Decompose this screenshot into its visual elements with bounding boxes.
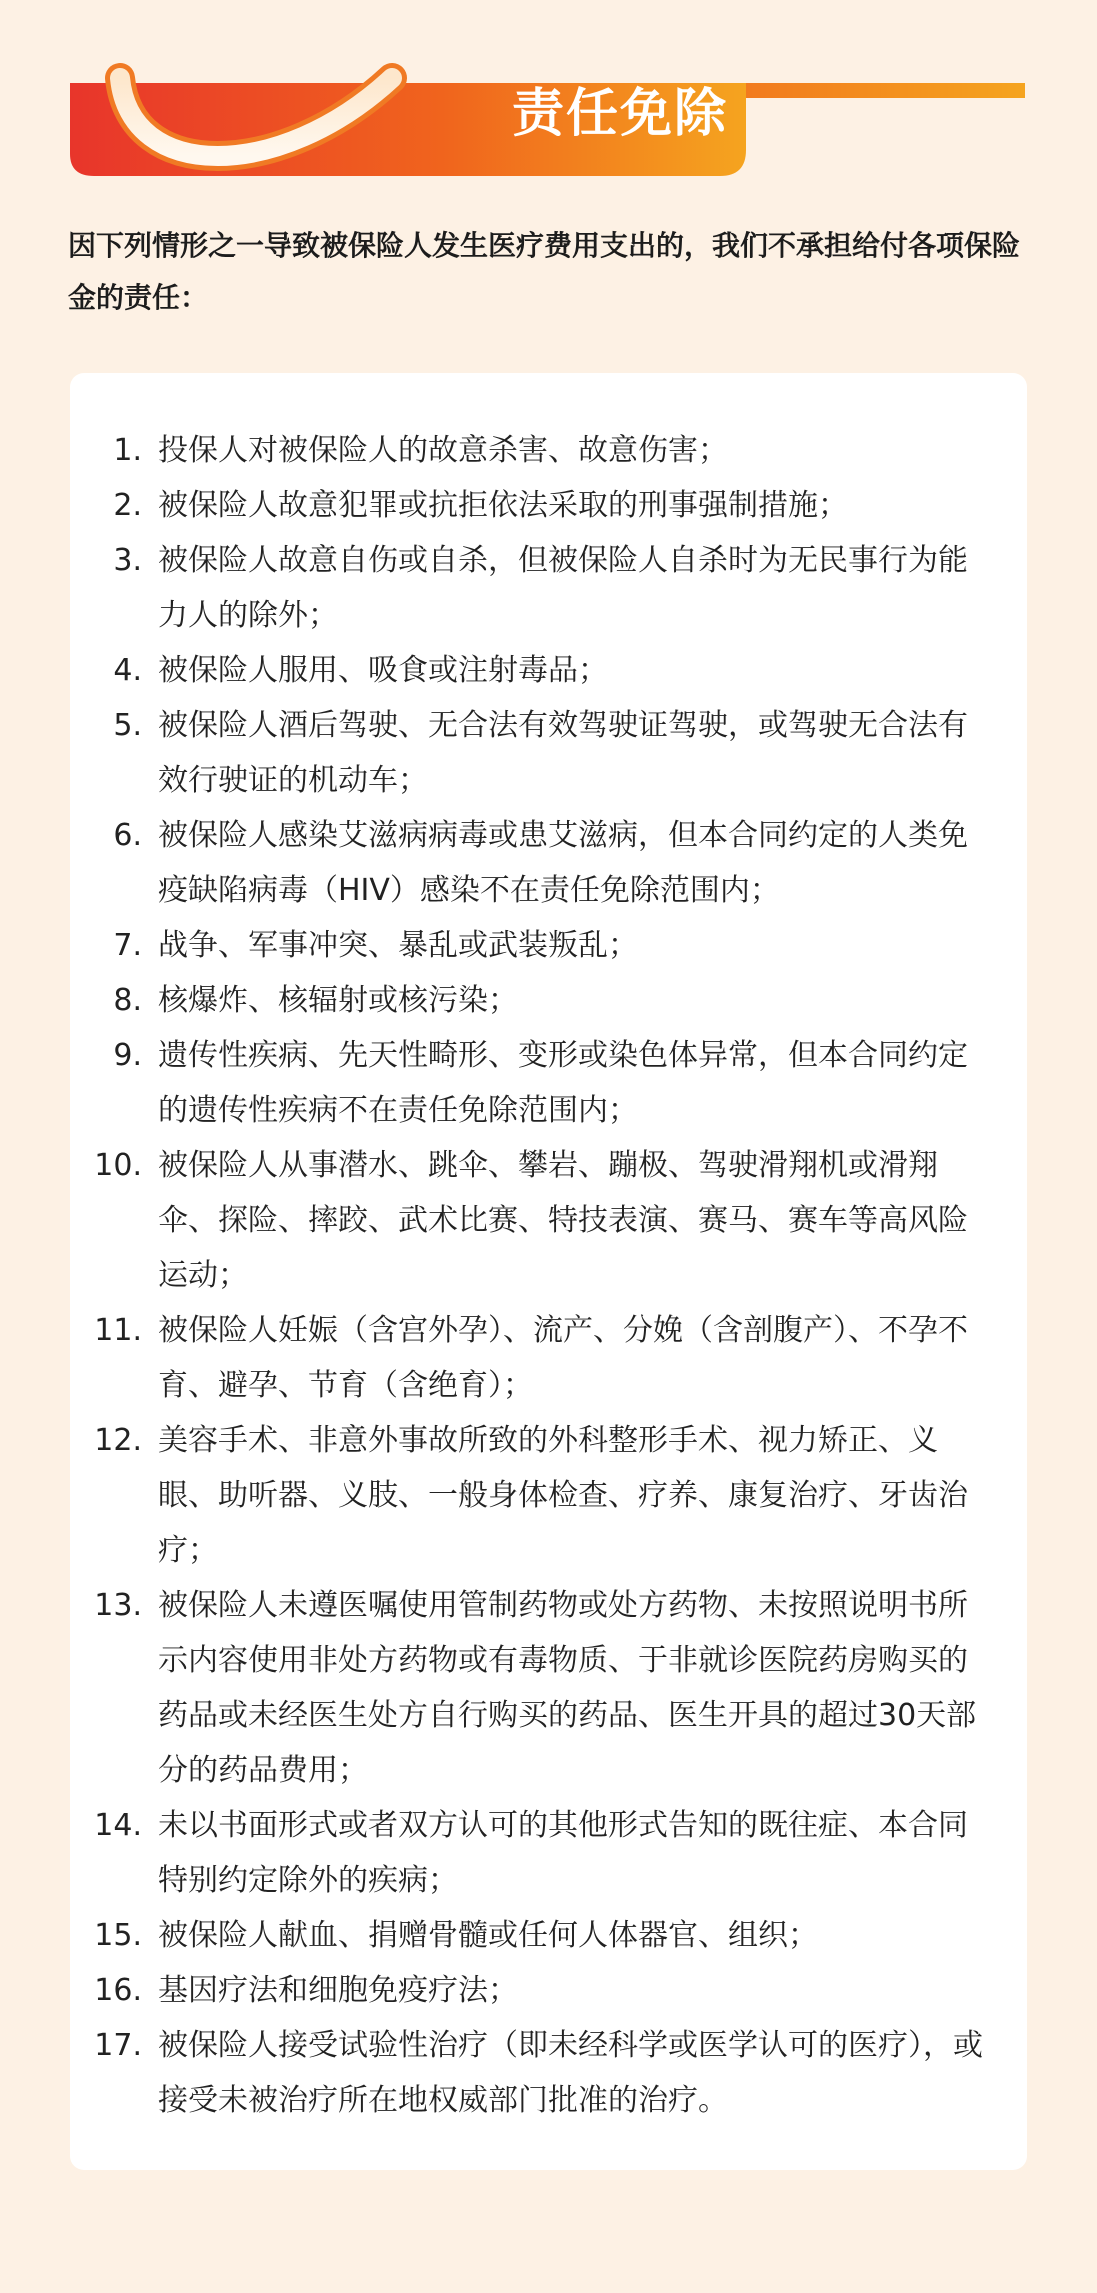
item-number: 7.	[113, 928, 142, 963]
item-text: 被保险人故意犯罪或抗拒依法采取的刑事强制措施；	[158, 488, 848, 523]
item-text: 被保险人妊娠（含宫外孕）、流产、分娩（含剖腹产）、不孕不育、避孕、节育（含绝育）；	[158, 1313, 968, 1403]
list-item	[70, 1963, 1027, 2018]
item-number: 3.	[113, 543, 142, 578]
item-text: 战争、军事冲突、暴乱或武装叛乱；	[158, 928, 638, 963]
list-item	[70, 698, 1027, 808]
item-number: 14.	[94, 1808, 142, 1843]
list-item	[70, 973, 1027, 1028]
list-item	[70, 1578, 1027, 1798]
item-number: 13.	[94, 1588, 142, 1623]
item-text: 被保险人未遵医嘱使用管制药物或处方药物、未按照说明书所示内容使用非处方药物或有毒物质、于非就诊医院药房购买的药品或未经医生处方自行购买的药品、医生开具的超过30天部分的药品费用；	[158, 1588, 977, 1788]
list-item	[70, 423, 1027, 478]
item-number: 5.	[113, 708, 142, 743]
item-number: 6.	[113, 818, 142, 853]
list-item	[70, 533, 1027, 643]
item-text: 被保险人从事潜水、跳伞、攀岩、蹦极、驾驶滑翔机或滑翔伞、探险、摔跤、武术比赛、特技表演、赛马、赛车等高风险运动；	[158, 1148, 968, 1293]
intro-text: 因下列情形之一导致被保险人发生医疗费用支出的，我们不承担给付各项保险金的责任：	[68, 229, 1021, 314]
item-number: 2.	[113, 488, 142, 523]
item-number: 12.	[94, 1423, 142, 1458]
item-text: 被保险人故意自伤或自杀，但被保险人自杀时为无民事行为能力人的除外；	[158, 543, 968, 633]
item-number: 16.	[94, 1973, 142, 2008]
list-item	[70, 1798, 1027, 1908]
section-title: 责任免除	[511, 84, 728, 144]
item-text: 被保险人酒后驾驶、无合法有效驾驶证驾驶，或驾驶无合法有效行驶证的机动车；	[158, 708, 968, 798]
item-number: 9.	[113, 1038, 142, 1073]
item-number: 10.	[94, 1148, 142, 1183]
item-number: 4.	[113, 653, 142, 688]
list-item	[70, 643, 1027, 698]
list-item	[70, 2018, 1027, 2128]
item-text: 投保人对被保险人的故意杀害、故意伤害；	[158, 433, 728, 468]
item-text: 被保险人献血、捐赠骨髓或任何人体器官、组织；	[158, 1918, 818, 1953]
item-text: 遗传性疾病、先天性畸形、变形或染色体异常，但本合同约定的遗传性疾病不在责任免除范围内；	[158, 1038, 968, 1128]
list-item	[70, 1303, 1027, 1413]
list-item	[70, 918, 1027, 973]
item-text: 未以书面形式或者双方认可的其他形式告知的既往症、本合同特别约定除外的疾病；	[158, 1808, 968, 1898]
item-number: 8.	[113, 983, 142, 1018]
item-number: 1.	[113, 433, 142, 468]
item-number: 17.	[94, 2028, 142, 2063]
section-banner	[70, 50, 1025, 180]
item-number: 11.	[94, 1313, 142, 1348]
item-text: 被保险人服用、吸食或注射毒品；	[158, 653, 608, 688]
list-item	[70, 1028, 1027, 1138]
item-text: 核爆炸、核辐射或核污染；	[158, 983, 518, 1018]
list-item	[70, 478, 1027, 533]
list-item	[70, 1908, 1027, 1963]
exclusions-card	[70, 373, 1027, 2170]
list-item	[70, 808, 1027, 918]
exclusions-list	[70, 423, 1027, 2128]
list-item	[70, 1413, 1027, 1578]
list-item	[70, 1138, 1027, 1303]
item-text: 基因疗法和细胞免疫疗法；	[158, 1973, 518, 2008]
item-text: 被保险人接受试验性治疗（即未经科学或医学认可的医疗），或接受未被治疗所在地权威部门批准的治疗。	[158, 2028, 983, 2118]
item-number: 15.	[94, 1918, 142, 1953]
item-text: 美容手术、非意外事故所致的外科整形手术、视力矫正、义眼、助听器、义肢、一般身体检查、疗养、康复治疗、牙齿治疗；	[158, 1423, 968, 1568]
item-text: 被保险人感染艾滋病病毒或患艾滋病，但本合同约定的人类免疫缺陷病毒（HIV）感染不在责任免除范围内；	[158, 818, 968, 908]
